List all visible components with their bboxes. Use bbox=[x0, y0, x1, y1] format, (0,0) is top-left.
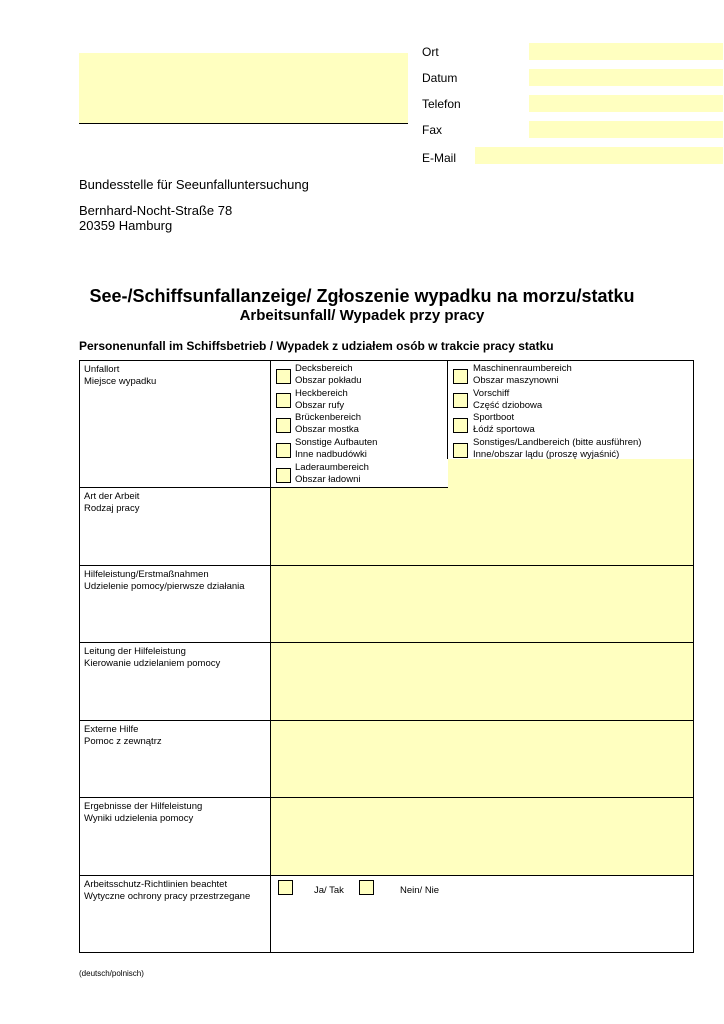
ort-field[interactable] bbox=[529, 43, 723, 60]
checkbox-safety-yes[interactable] bbox=[278, 880, 293, 895]
safety-yes-label: Ja/ Tak bbox=[314, 885, 344, 896]
aid-results-field[interactable] bbox=[271, 798, 694, 876]
safety-label-de: Arbeitsschutz-Richtlinien beachtet bbox=[84, 879, 228, 890]
fax-field[interactable] bbox=[529, 121, 723, 138]
first-aid-label-pl: Udzielenie pomocy/pierwsze działania bbox=[84, 581, 245, 592]
option-decksbereich: Decksbereich Obszar pokładu bbox=[295, 363, 362, 386]
location-label-de: Unfallort bbox=[84, 364, 120, 375]
location-divider bbox=[447, 361, 448, 459]
aid-management-label-de: Leitung der Hilfeleistung bbox=[84, 646, 186, 657]
option-maschinenraumbereich: Maschinenraumbereich Obszar maszynowni bbox=[473, 363, 572, 386]
location-label-cell bbox=[80, 361, 271, 488]
checkbox-sportboot[interactable] bbox=[453, 418, 468, 433]
recipient-street: Bernhard-Nocht-Straße 78 bbox=[79, 203, 233, 218]
work-type-field[interactable] bbox=[271, 488, 694, 566]
option-sportboot: Sportboot Łódź sportowa bbox=[473, 412, 535, 435]
option-laderaumbereich: Laderaumbereich Obszar ładowni bbox=[295, 462, 369, 485]
external-help-label-pl: Pomoc z zewnątrz bbox=[84, 736, 162, 747]
fax-label: Fax bbox=[422, 123, 443, 137]
sender-name-field[interactable] bbox=[79, 53, 408, 123]
safety-no-label: Nein/ Nie bbox=[400, 885, 440, 896]
ort-label: Ort bbox=[422, 45, 439, 59]
option-sonstiges-landbereich: Sonstiges/Landbereich (bitte ausführen) Inne/obszar lądu (proszę wyjaśnić) bbox=[473, 437, 642, 460]
document-subtitle: Arbeitsunfall/ Wypadek przy pracy bbox=[239, 307, 485, 324]
option-sonstige-aufbauten: Sonstige Aufbauten Inne nadbudówki bbox=[295, 437, 378, 460]
option-heckbereich: Heckbereich Obszar rufy bbox=[295, 388, 348, 411]
language-footer: (deutsch/polnisch) bbox=[79, 969, 144, 978]
aid-results-label-pl: Wyniki udzielenia pomocy bbox=[84, 813, 194, 824]
email-field[interactable] bbox=[475, 147, 723, 164]
work-type-label-de: Art der Arbeit bbox=[84, 491, 140, 502]
datum-label: Datum bbox=[422, 71, 458, 85]
checkbox-sonstige-aufbauten[interactable] bbox=[276, 443, 291, 458]
telefon-field[interactable] bbox=[529, 95, 723, 112]
first-aid-label-de: Hilfeleistung/Erstmaßnahmen bbox=[84, 569, 209, 580]
telefon-label: Telefon bbox=[422, 97, 461, 111]
work-type-label-pl: Rodzaj pracy bbox=[84, 503, 140, 514]
first-aid-label-cell bbox=[80, 566, 271, 643]
checkbox-heckbereich[interactable] bbox=[276, 393, 291, 408]
external-help-label-cell bbox=[80, 721, 271, 798]
email-label: E-Mail bbox=[422, 151, 457, 165]
checkbox-sonstiges-landbereich[interactable] bbox=[453, 443, 468, 458]
checkbox-safety-no[interactable] bbox=[359, 880, 374, 895]
aid-management-field[interactable] bbox=[271, 643, 694, 721]
sender-underline bbox=[79, 123, 408, 124]
document-title: See-/Schiffsunfallanzeige/ Zgłoszenie wypadku na morzu/statku bbox=[89, 286, 635, 306]
section-title: Personenunfall im Schiffsbetrieb / Wypadek z udziałem osób w trakcie pracy statku bbox=[79, 339, 554, 353]
accident-form-table bbox=[79, 360, 694, 953]
aid-results-label-de: Ergebnisse der Hilfeleistung bbox=[84, 801, 203, 812]
aid-management-label-pl: Kierowanie udzielaniem pomocy bbox=[84, 658, 221, 669]
location-label-pl: Miejsce wypadku bbox=[84, 376, 157, 387]
option-brueckenbereich: Brückenbereich Obszar mostka bbox=[295, 412, 362, 435]
other-location-field[interactable] bbox=[448, 459, 693, 488]
checkbox-laderaumbereich[interactable] bbox=[276, 468, 291, 483]
first-aid-field[interactable] bbox=[271, 566, 694, 643]
safety-options-cell bbox=[271, 876, 694, 953]
aid-management-label-cell bbox=[80, 643, 271, 721]
work-type-label-cell bbox=[80, 488, 271, 566]
recipient-city: 20359 Hamburg bbox=[79, 218, 173, 233]
checkbox-vorschiff[interactable] bbox=[453, 393, 468, 408]
checkbox-brueckenbereich[interactable] bbox=[276, 418, 291, 433]
external-help-field[interactable] bbox=[271, 721, 694, 798]
recipient-name: Bundesstelle für Seeunfalluntersuchung bbox=[79, 177, 309, 192]
aid-results-label-cell bbox=[80, 798, 271, 876]
location-options-cell bbox=[271, 361, 694, 488]
checkbox-decksbereich[interactable] bbox=[276, 369, 291, 384]
external-help-label-de: Externe Hilfe bbox=[84, 724, 139, 735]
datum-field[interactable] bbox=[529, 69, 723, 86]
safety-label-cell bbox=[80, 876, 271, 953]
safety-label-pl: Wytyczne ochrony pracy przestrzegane bbox=[84, 891, 251, 902]
option-vorschiff: Vorschiff Część dziobowa bbox=[473, 388, 543, 411]
checkbox-maschinenraumbereich[interactable] bbox=[453, 369, 468, 384]
